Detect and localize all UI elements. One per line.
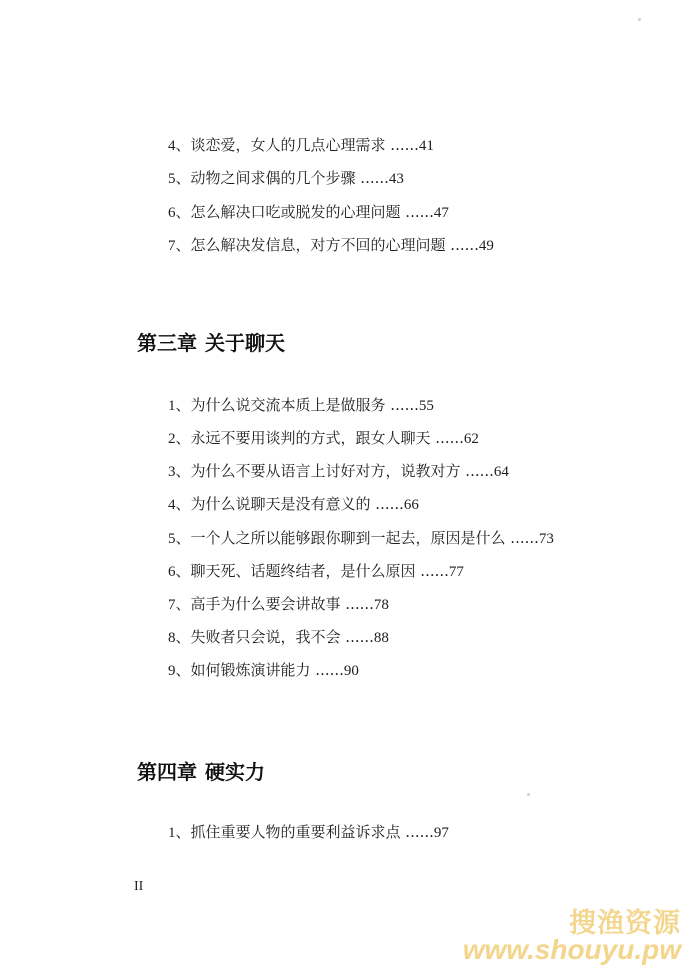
toc-item: 4、为什么说聊天是没有意义的 ......66 — [168, 495, 419, 513]
page-folio: II — [134, 879, 144, 894]
scan-speck — [638, 18, 641, 21]
watermark-url: www.shouyu.pw — [462, 934, 681, 965]
chapter-label: 第四章 — [137, 760, 197, 784]
toc-item: 8、失败者只会说，我不会 ......88 — [168, 628, 389, 646]
chapter-title: 硬实力 — [205, 760, 265, 784]
watermark-cn: 搜渔资源 — [569, 908, 681, 938]
toc-item: 1、为什么说交流本质上是做服务 ......55 — [168, 396, 434, 414]
toc-item: 4、谈恋爱，女人的几点心理需求 ......41 — [168, 136, 434, 154]
chapter-heading — [137, 759, 265, 785]
chapter-heading — [137, 330, 285, 356]
chapter-title: 关于聊天 — [205, 331, 285, 355]
toc-item: 9、如何锻炼演讲能力 ......90 — [168, 661, 359, 679]
toc-item: 3、为什么不要从语言上讨好对方，说教对方 ......64 — [168, 462, 509, 480]
toc-item: 6、怎么解决口吃或脱发的心理问题 ......47 — [168, 203, 449, 221]
toc-item: 7、高手为什么要会讲故事 ......78 — [168, 595, 389, 613]
toc-item: 5、一个人之所以能够跟你聊到一起去，原因是什么 ......73 — [168, 529, 554, 547]
toc-item: 7、怎么解决发信息，对方不回的心理问题 ......49 — [168, 236, 494, 254]
toc-item: 1、抓住重要人物的重要利益诉求点 ......97 — [168, 823, 449, 841]
scan-speck — [527, 793, 530, 796]
toc-item: 6、聊天死、话题终结者，是什么原因 ......77 — [168, 562, 464, 580]
toc-item: 5、动物之间求偶的几个步骤 ......43 — [168, 169, 404, 187]
toc-item: 2、永远不要用谈判的方式，跟女人聊天 ......62 — [168, 429, 479, 447]
chapter-label: 第三章 — [137, 331, 197, 355]
